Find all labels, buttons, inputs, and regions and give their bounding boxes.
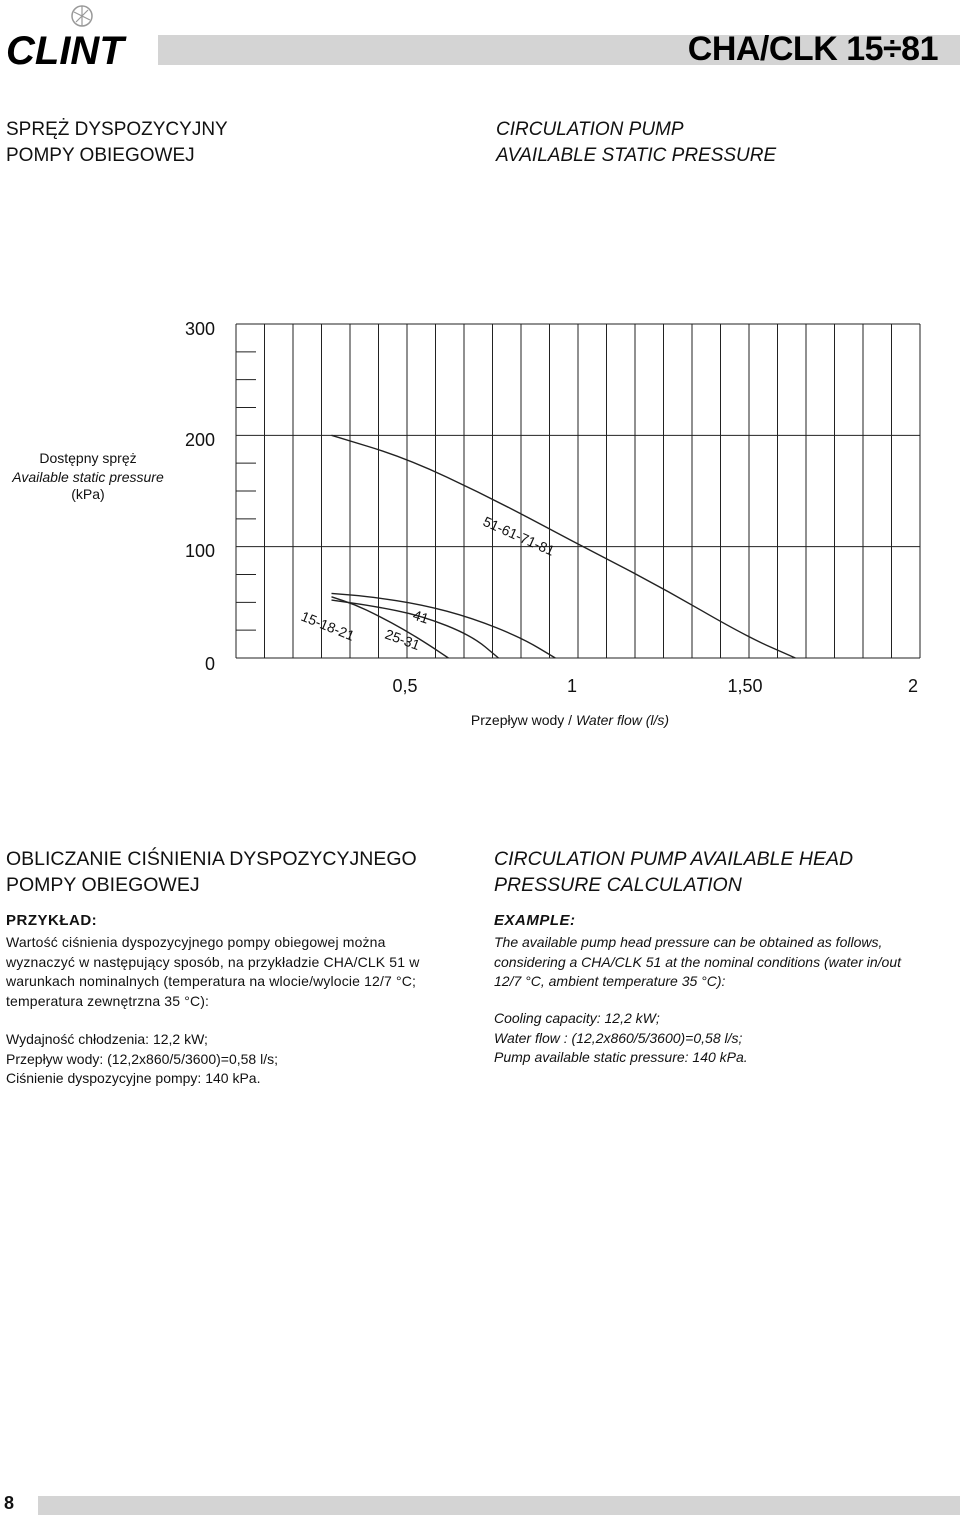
x-tick-label: 1: [566, 676, 578, 696]
document-title: CHA/CLK 15÷81: [687, 30, 938, 68]
right-paragraph: [494, 933, 901, 992]
left-result-line: Wydajność chłodzenia: 12,2 kW;: [6, 1031, 208, 1047]
x-tick-label: 2: [907, 676, 919, 696]
clint-logo-icon: [4, 2, 164, 72]
curve-label-41: 41: [411, 606, 431, 627]
curve-41: [332, 593, 556, 658]
y-axis-label-line: Dostępny spręż: [39, 450, 137, 466]
x-axis-label-pl: Przepływ wody /: [470, 712, 576, 728]
right-para-line: The available pump head pressure can be obtained as follows,: [494, 934, 883, 950]
title-pl-line-2: POMPY OBIEGOWEJ: [6, 145, 195, 166]
right-para-line: considering a CHA/CLK 51 at the nominal conditions (water in/out: [494, 953, 901, 970]
page-number: 8: [4, 1493, 15, 1513]
right-result-line: Pump available static pressure: 140 kPa.: [494, 1049, 748, 1066]
y-axis-label-line: (kPa): [71, 486, 105, 502]
title-en-line-2: AVAILABLE STATIC PRESSURE: [496, 145, 777, 166]
chart-grid: [236, 324, 920, 658]
right-heading-line-1: CIRCULATION PUMP AVAILABLE HEAD: [494, 848, 854, 870]
left-result-line: Przepływ wody: (12,2x860/5/3600)=0,58 l/s;: [6, 1050, 278, 1067]
title-pl: [6, 117, 228, 169]
right-para-line: 12/7 °C, ambient temperature 35 °C):: [494, 973, 726, 990]
brand-text: CLINT: [6, 29, 124, 72]
brand-logo: [4, 2, 164, 72]
left-para-line: warunkach nominalnych (temperatura na wlocie/wylocie 12/7 °C;: [6, 973, 417, 990]
left-para-line: Wartość ciśnienia dyspozycyjnego pompy obiegowej można: [6, 934, 386, 950]
x-axis-label: [471, 712, 669, 728]
title-pl-line-1: SPRĘŻ DYSPOZYCYJNY: [6, 119, 228, 140]
left-example-label: PRZYKŁAD:: [6, 912, 98, 929]
left-heading-line-2: POMPY OBIEGOWEJ: [6, 874, 200, 896]
y-axis-label-line: Available static pressure: [12, 469, 164, 485]
left-heading-line-1: OBLICZANIE CIŚNIENIA DYSPOZYCYJNEGO: [6, 848, 417, 870]
right-results: [494, 1009, 748, 1068]
right-result-line: Cooling capacity: 12,2 kW;: [494, 1010, 660, 1026]
pump-pressure-chart: [0, 300, 960, 740]
right-result-line: Water flow : (12,2x860/5/3600)=0,58 l/s;: [494, 1029, 743, 1046]
left-results: [6, 1030, 278, 1089]
curve-label-51-61-71-81: 51-61-71-81: [480, 513, 557, 559]
title-en: [496, 117, 776, 169]
left-para-line: temperatura zewnętrzna 35 °C):: [6, 992, 210, 1009]
x-axis-label-en: Water flow (l/s): [575, 712, 670, 728]
title-en-line-1: CIRCULATION PUMP: [496, 119, 684, 140]
curve-label-25-31: 25-31: [382, 625, 423, 654]
y-tick-label: 0: [204, 654, 216, 674]
right-heading-line-2: PRESSURE CALCULATION: [494, 874, 742, 896]
left-para-line: wyznaczyć w następujący sposób, na przykładzie CHA/CLK 51 w: [6, 953, 420, 970]
x-tick-label: 1,50: [727, 676, 763, 696]
x-tick-label: 0,5: [392, 676, 418, 696]
curve-label-15-18-21: 15-18-21: [298, 607, 357, 644]
right-example-label: EXAMPLE:: [494, 912, 576, 929]
y-tick-label: 100: [184, 541, 216, 561]
left-paragraph: [6, 933, 419, 1011]
left-section-heading: [6, 846, 417, 898]
footer-bar: [38, 1496, 960, 1515]
left-result-line: Ciśnienie dyspozycyjne pompy: 140 kPa.: [6, 1070, 261, 1087]
y-tick-label: 300: [184, 319, 216, 339]
right-section-heading: [494, 846, 853, 898]
y-tick-label: 200: [184, 430, 216, 450]
